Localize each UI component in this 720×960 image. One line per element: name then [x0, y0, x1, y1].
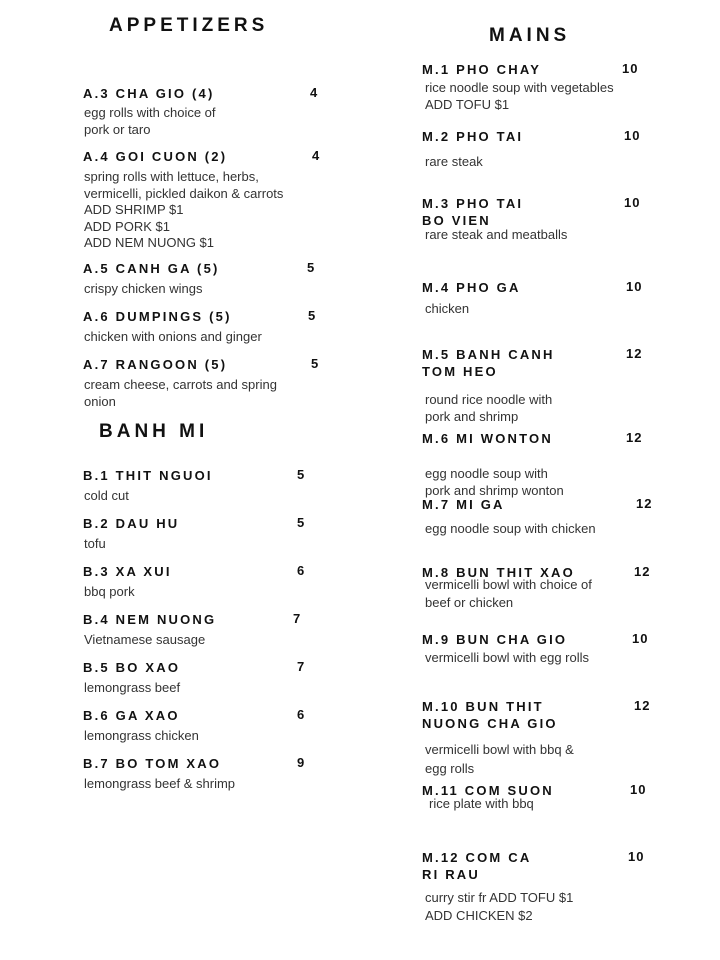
item-name: B.2 DAU HU [83, 516, 180, 531]
item-description: lemongrass beef [84, 680, 181, 695]
menu-item-b4 [83, 611, 333, 647]
item-name: M.6 MI WONTON [422, 431, 553, 446]
menu-item-m11 [422, 782, 672, 811]
item-price: 10 [624, 195, 641, 210]
item-name: M.5 BANH CANH TOM HEO [422, 347, 555, 379]
item-price: 6 [297, 707, 306, 722]
menu-item-m7 [422, 496, 672, 536]
item-description: curry stir fr ADD TOFU $1 ADD CHICKEN $2 [425, 890, 574, 923]
item-description: rare steak [425, 154, 483, 169]
item-name: A.5 CANH GA (5) [83, 261, 220, 276]
item-name: B.4 NEM NUONG [83, 612, 217, 627]
item-price: 5 [307, 260, 316, 275]
menu-item-a5 [83, 260, 333, 296]
menu-item-b2 [83, 515, 333, 551]
menu-item-b6 [83, 707, 333, 743]
item-name: M.7 MI GA [422, 497, 505, 512]
menu-item-m10 [422, 698, 672, 776]
item-name: M.10 BUN THIT NUONG CHA GIO [422, 699, 558, 731]
item-price: 5 [311, 356, 320, 371]
menu-item-a7 [83, 356, 333, 409]
item-name: B.3 XA XUI [83, 564, 172, 579]
item-name: B.5 BO XAO [83, 660, 181, 675]
menu-item-m4 [422, 279, 672, 316]
item-name: M.11 COM SUON [422, 783, 554, 798]
item-name: A.3 CHA GIO (4) [83, 86, 215, 101]
item-name: A.4 GOI CUON (2) [83, 149, 228, 164]
item-description: egg noodle soup with chicken [425, 521, 596, 536]
menu-item-a6 [83, 308, 333, 344]
item-name: B.7 BO TOM XAO [83, 756, 222, 771]
item-description: egg noodle soup with pork and shrimp wonton [425, 466, 564, 498]
menu-item-m6 [422, 430, 672, 498]
item-description: vermicelli bowl with bbq & egg rolls [425, 742, 574, 776]
item-name: A.7 RANGOON (5) [83, 357, 228, 372]
menu-item-m5 [422, 346, 672, 424]
menu-item-b3 [83, 563, 333, 599]
item-name: M.1 PHO CHAY [422, 62, 542, 77]
item-description: spring rolls with lettuce, herbs, vermicelli, pickled daikon & carrots ADD SHRIMP $1 ADD PORK $1 ADD NEM NUONG $1 [84, 169, 284, 250]
item-description: rice plate with bbq [429, 796, 534, 811]
item-name: A.6 DUMPINGS (5) [83, 309, 232, 324]
item-name: M.12 COM CA RI RAU [422, 850, 532, 882]
item-price: 10 [622, 61, 639, 76]
menu-item-m2 [422, 128, 672, 169]
item-description: rare steak and meatballs [425, 227, 568, 242]
menu-item-a4 [83, 148, 333, 250]
item-name: B.1 THIT NGUOI [83, 468, 213, 483]
menu-item-b5 [83, 659, 333, 695]
menu-item-m12 [422, 849, 672, 923]
item-description: rice noodle soup with vegetables ADD TOFU $1 [425, 80, 614, 112]
item-price: 10 [626, 279, 643, 294]
item-price: 7 [293, 611, 302, 626]
item-price: 5 [308, 308, 317, 323]
item-description: egg rolls with choice of pork or taro [84, 105, 216, 137]
item-price: 4 [312, 148, 321, 163]
item-price: 10 [628, 849, 645, 864]
item-price: 12 [634, 698, 651, 713]
item-price: 12 [626, 346, 643, 361]
menu-item-m8 [422, 564, 672, 610]
item-description: lemongrass beef & shrimp [84, 776, 236, 791]
item-name: B.6 GA XAO [83, 708, 180, 723]
item-price: 10 [624, 128, 641, 143]
item-description: round rice noodle with pork and shrimp [425, 392, 553, 424]
menu-item-b1 [83, 467, 333, 503]
item-description: vermicelli bowl with egg rolls [425, 650, 589, 665]
item-name: M.2 PHO TAI [422, 129, 524, 144]
item-description: crispy chicken wings [84, 281, 203, 296]
item-price: 10 [630, 782, 647, 797]
item-price: 9 [297, 755, 306, 770]
item-description: vermicelli bowl with choice of beef or chicken [425, 577, 592, 610]
item-description: cream cheese, carrots and spring onion [84, 377, 277, 409]
mains-heading: MAINS [489, 25, 571, 46]
item-price: 12 [626, 430, 643, 445]
item-price: 10 [632, 631, 649, 646]
item-description: tofu [84, 536, 106, 551]
item-price: 5 [297, 467, 306, 482]
item-price: 5 [297, 515, 306, 530]
item-price: 4 [310, 85, 319, 100]
item-price: 12 [634, 564, 651, 579]
item-name: M.3 PHO TAI BO VIEN [422, 196, 524, 228]
menu-item-m1 [422, 61, 672, 112]
item-description: lemongrass chicken [84, 728, 199, 743]
item-description: Vietnamese sausage [84, 632, 206, 647]
menu-item-b7 [83, 755, 333, 791]
appetizers-heading: APPETIZERS [109, 15, 269, 36]
item-price: 12 [636, 496, 653, 511]
menu-item-a3 [83, 85, 333, 137]
item-price: 6 [297, 563, 306, 578]
item-description: bbq pork [84, 584, 135, 599]
menu-item-m9 [422, 631, 672, 665]
banh-mi-heading: BANH MI [99, 421, 209, 442]
item-name: M.9 BUN CHA GIO [422, 632, 568, 647]
menu-item-m3 [422, 195, 672, 242]
item-name: M.4 PHO GA [422, 280, 521, 295]
item-name: M.8 BUN THIT XAO [422, 565, 575, 580]
item-description: chicken [425, 301, 470, 316]
item-description: cold cut [84, 488, 129, 503]
item-description: chicken with onions and ginger [84, 329, 262, 344]
item-price: 7 [297, 659, 306, 674]
